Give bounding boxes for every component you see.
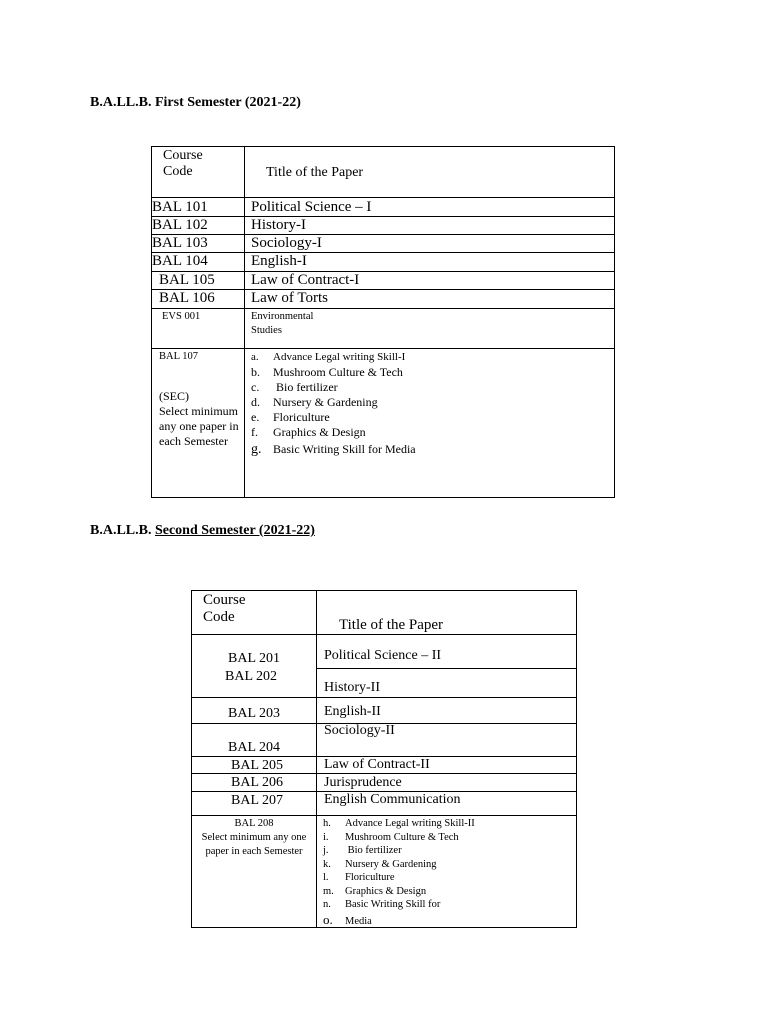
course-title: History-I bbox=[251, 217, 306, 233]
list-item: j. Bio fertilizer bbox=[323, 845, 402, 856]
course-title: English-I bbox=[251, 253, 307, 269]
heading-prefix: B.A.LL.B. bbox=[90, 523, 152, 538]
semester-1-heading bbox=[90, 95, 301, 111]
list-item: g. Basic Writing Skill for Media bbox=[251, 442, 416, 457]
course-code: BAL 103 bbox=[152, 235, 208, 251]
course-code: BAL 201 bbox=[228, 651, 280, 666]
elective-list bbox=[251, 350, 416, 457]
column-header-title: Title of the Paper bbox=[339, 617, 444, 633]
list-item: n. Basic Writing Skill for bbox=[323, 899, 441, 910]
column-header-title: Title of the Paper bbox=[266, 165, 364, 180]
course-code: BAL 202 bbox=[225, 669, 277, 684]
column-header-code: Course Code bbox=[203, 592, 246, 625]
course-title: Law of Contract-I bbox=[251, 272, 360, 288]
course-title: Environmental Studies bbox=[251, 311, 314, 336]
course-title: Sociology-I bbox=[251, 235, 322, 251]
course-code: BAL 204 bbox=[228, 740, 280, 755]
list-item: m. Graphics & Design bbox=[323, 885, 427, 897]
course-title: History-II bbox=[324, 680, 380, 695]
course-code: BAL 207 bbox=[231, 793, 283, 808]
course-title: Sociology-II bbox=[324, 723, 395, 738]
course-code: BAL 206 bbox=[231, 775, 283, 790]
sec-note: (SEC) Select minimum any one paper in each Semester bbox=[159, 389, 239, 448]
course-title: English-II bbox=[324, 704, 381, 719]
course-title: Law of Contract-II bbox=[324, 757, 430, 772]
list-item: a. Advance Legal writing Skill-I bbox=[251, 351, 406, 363]
course-code: EVS 001 bbox=[162, 311, 201, 322]
course-code: BAL 203 bbox=[228, 706, 280, 721]
list-item: e. Floriculture bbox=[251, 410, 330, 424]
course-code: BAL 205 bbox=[231, 758, 283, 773]
sec-note: paper in each Semester bbox=[205, 846, 303, 857]
course-code: BAL 104 bbox=[152, 253, 208, 269]
list-item: k. Nursery & Gardening bbox=[323, 858, 437, 870]
course-code: BAL 106 bbox=[159, 290, 215, 306]
list-item: i. Mushroom Culture & Tech bbox=[323, 831, 459, 843]
course-title: Political Science – I bbox=[251, 199, 372, 215]
heading-prefix: B.A.LL.B. bbox=[90, 95, 152, 110]
course-title: Political Science – II bbox=[324, 648, 442, 663]
course-title: Law of Torts bbox=[251, 290, 328, 306]
elective-list bbox=[323, 817, 475, 928]
list-item: h. Advance Legal writing Skill-II bbox=[323, 818, 475, 829]
course-title: English Communication bbox=[324, 792, 461, 807]
list-item: c. Bio fertilizer bbox=[251, 380, 338, 394]
sec-note: Select minimum any one bbox=[201, 832, 307, 843]
course-code: BAL 101 bbox=[152, 199, 208, 215]
list-item: d. Nursery & Gardening bbox=[251, 395, 378, 409]
heading-rest: First Semester (2021-22) bbox=[154, 95, 301, 110]
semester-2-heading bbox=[90, 523, 315, 539]
course-code: BAL 102 bbox=[152, 217, 208, 233]
list-item: o. Media bbox=[323, 911, 372, 927]
course-code: BAL 107 bbox=[159, 351, 198, 362]
list-item: f. Graphics & Design bbox=[251, 425, 366, 439]
course-title: Jurisprudence bbox=[324, 775, 402, 790]
heading-rest: Second Semester (2021-22) bbox=[154, 523, 315, 538]
course-code: BAL 208 bbox=[234, 818, 274, 829]
course-code: BAL 105 bbox=[159, 272, 215, 288]
list-item: b. Mushroom Culture & Tech bbox=[251, 365, 403, 379]
list-item: l. Floriculture bbox=[323, 872, 395, 883]
sec-cell bbox=[192, 817, 316, 859]
column-header-code: Course Code bbox=[163, 148, 203, 179]
